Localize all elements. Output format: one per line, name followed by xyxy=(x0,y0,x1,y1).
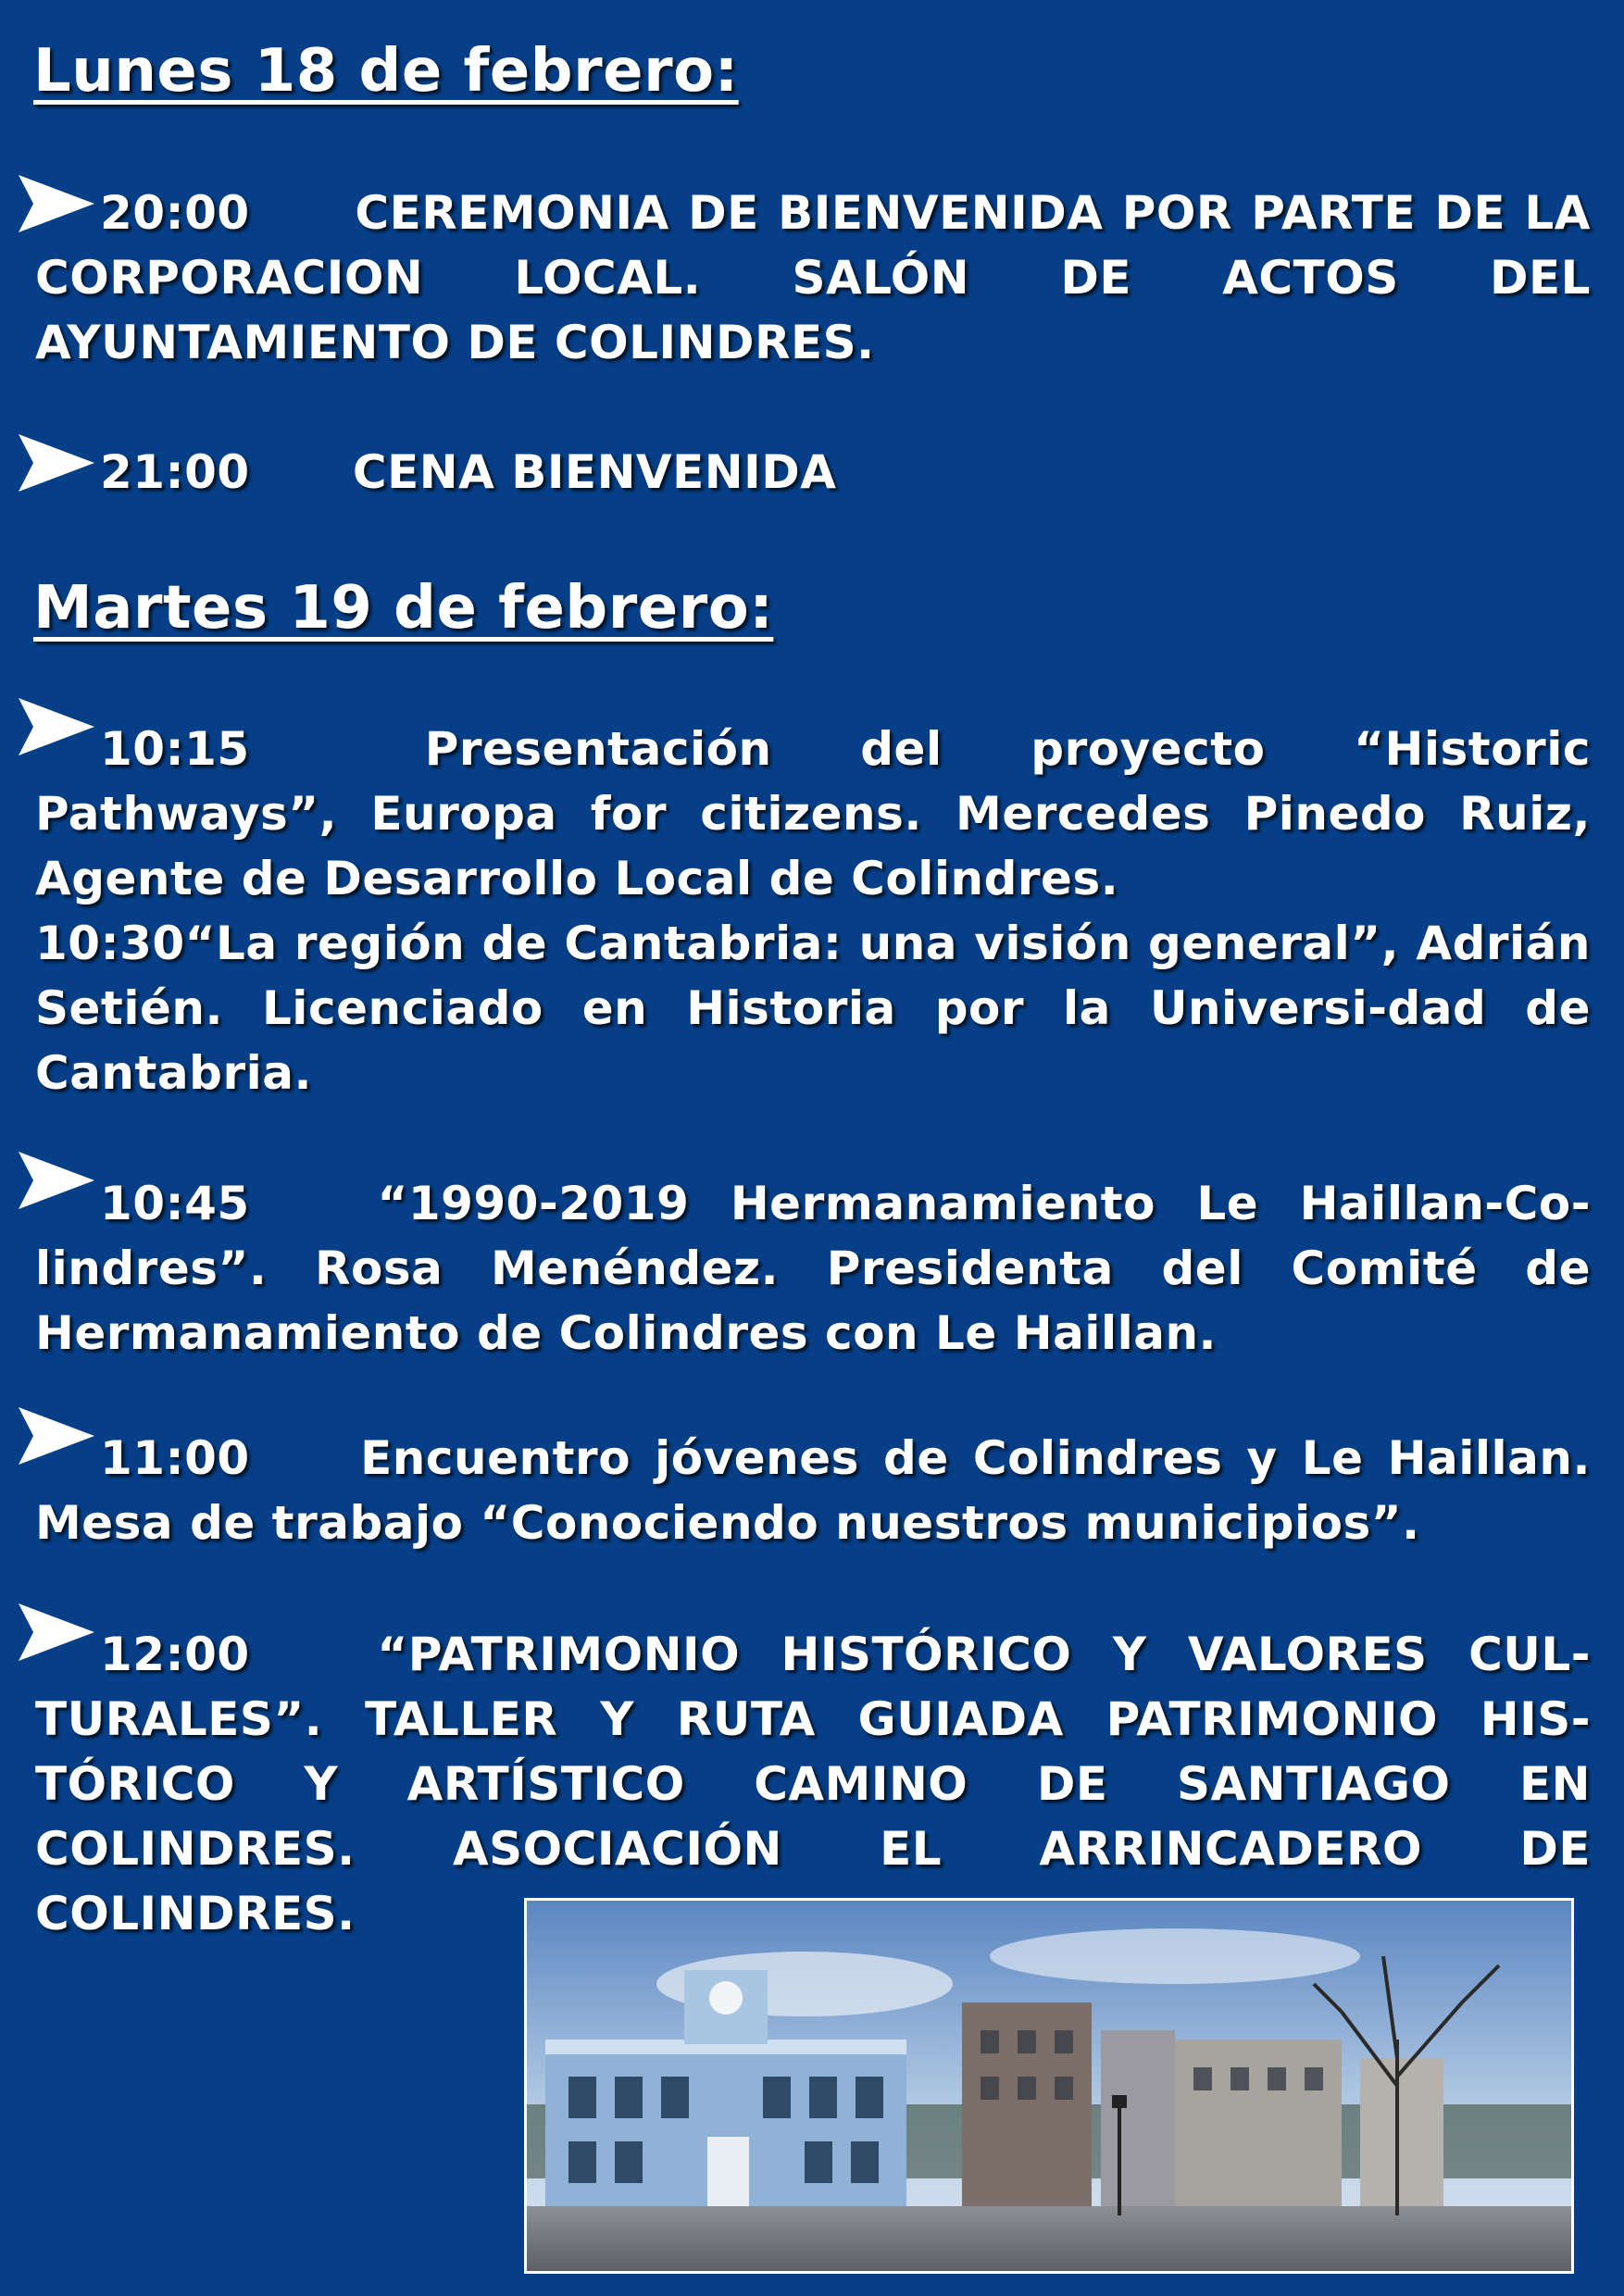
item-description: CENA BIENVENIDA xyxy=(352,445,837,499)
item-description: “PATRIMONIO HISTÓRICO Y VALORES CUL-TURALES”. TALLER Y RUTA GUIADA PATRIMONIO HIS-TÓRICO Y ARTÍSTICO CAMINO DE SANTIAGO EN COLINDRES. ASOCIACIÓN EL ARRINCADERO DE COLINDRES. xyxy=(35,1628,1591,1940)
item-description: Presentación del proyecto “Historic Pathways”, Europa for citizens. Mercedes Pinedo Ruiz, Agente de Desarrollo Local de Colindres. xyxy=(35,722,1591,905)
town-square-illustration xyxy=(527,1901,1571,2271)
item-time: 21:00 xyxy=(100,445,250,499)
town-hall-panorama-photo xyxy=(524,1898,1574,2274)
item-description: Encuentro jóvenes de Colindres y Le Haillan. Mesa de trabajo “Conociendo nuestros municipios”. xyxy=(35,1431,1591,1550)
item-description: CEREMONIA DE BIENVENIDA POR PARTE DE LA CORPORACION LOCAL. SALÓN DE ACTOS DEL AYUNTAMIENTO DE COLINDRES. xyxy=(35,186,1591,369)
item-time: 20:00 xyxy=(100,186,250,240)
agenda-item-2000 xyxy=(0,171,1624,369)
item-time: 12:00 xyxy=(100,1628,250,1681)
item-time: 10:45 xyxy=(100,1177,250,1230)
day-heading-tuesday: Martes 19 de febrero: xyxy=(33,574,774,643)
item-subentry-1030: 10:30“La región de Cantabria: una visión general”, Adrián Setién. Licenciado en Historia por la Universi-dad de Cantabria. xyxy=(35,917,1591,1100)
agenda-item-2100 xyxy=(0,430,1624,499)
item-description: “1990-2019 Hermanamiento Le Haillan-Co-lindres”. Rosa Menéndez. Presidenta del Comité de Hermanamiento de Colindres con Le Haillan. xyxy=(35,1177,1591,1360)
item-time: 11:00 xyxy=(100,1431,250,1485)
agenda-item-1045 xyxy=(0,1148,1624,1360)
agenda-item-1200 xyxy=(0,1600,1624,1940)
item-time: 10:15 xyxy=(100,722,250,776)
day-heading-monday: Lunes 18 de febrero: xyxy=(33,37,739,106)
agenda-item-1015 xyxy=(0,694,1624,1100)
